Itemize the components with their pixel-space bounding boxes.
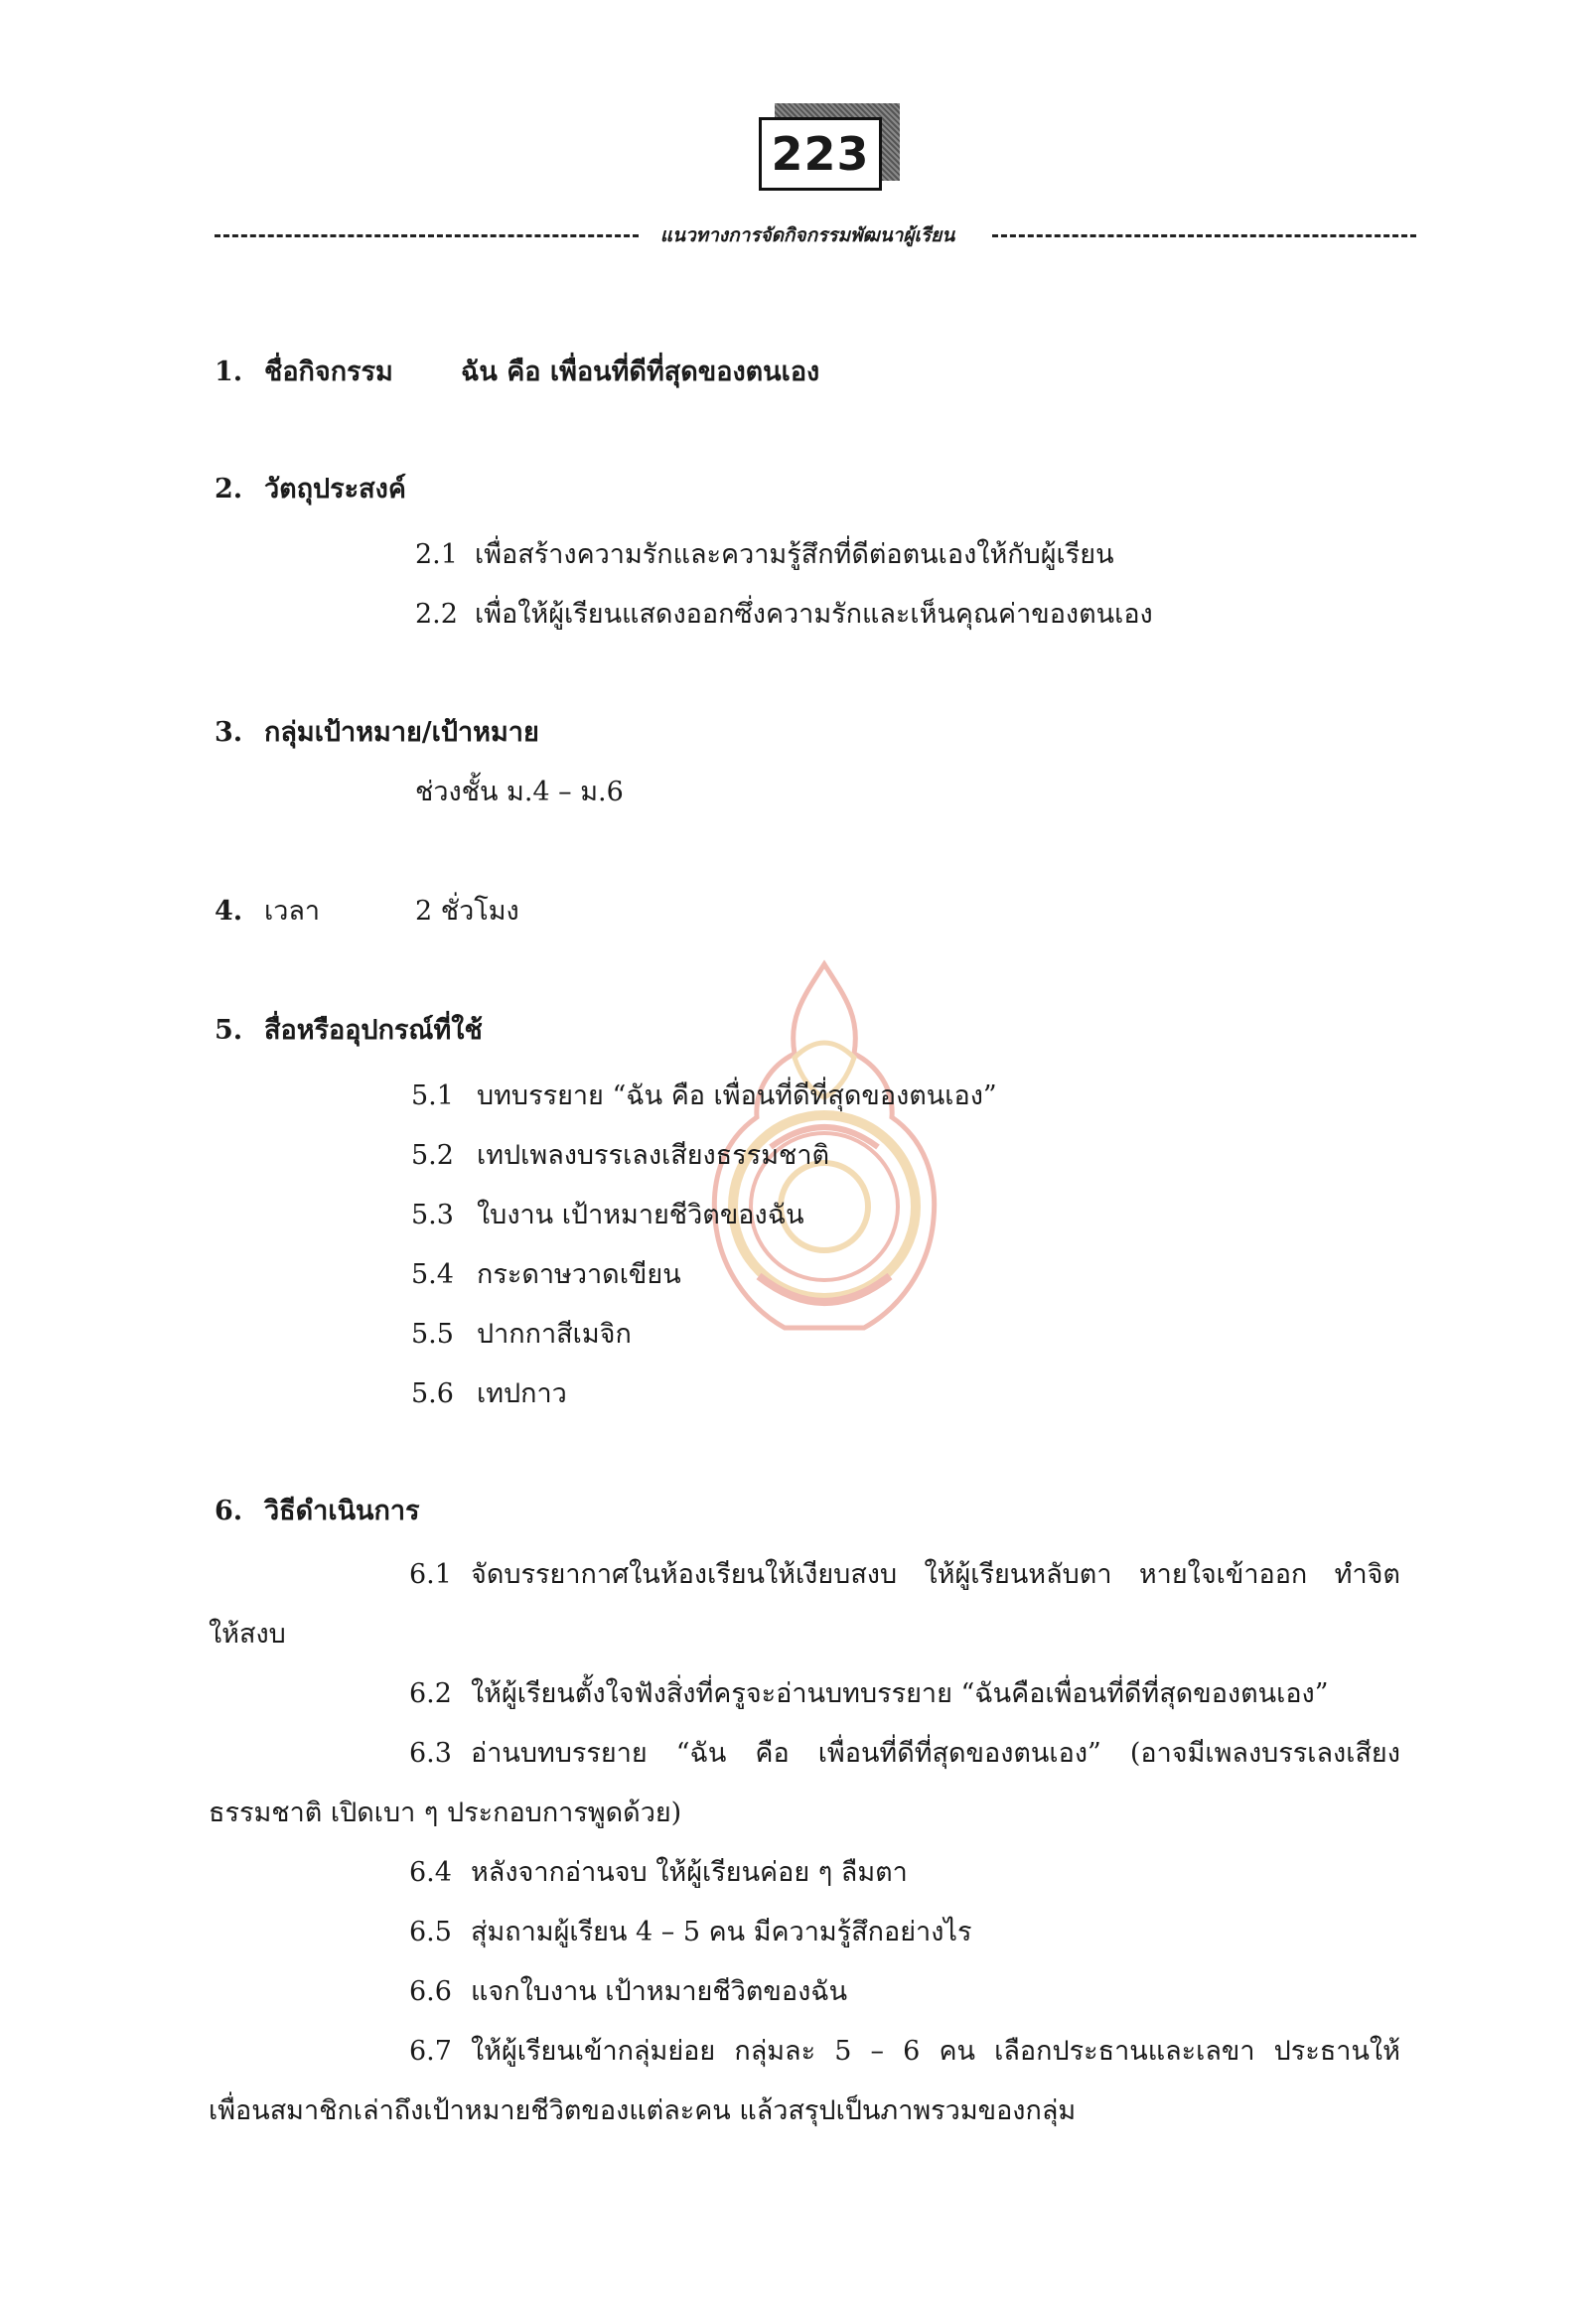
- running-header-title: แนวทางการจัดกิจกรรมพัฒนาผู้เรียน: [659, 224, 955, 246]
- material-item-text: เทปกาว: [477, 1378, 567, 1409]
- procedure-item-number: 6.3: [409, 1738, 452, 1769]
- procedure-word: กลุ่มละ: [734, 2036, 816, 2067]
- procedure-word: อ่านบทบรรยาย: [471, 1738, 648, 1769]
- material-item-number: 5.2: [411, 1140, 454, 1171]
- procedure-word: เลือกประธานและเลขา: [994, 2036, 1255, 2067]
- procedure-word: ให้ผู้เรียนหลับตา: [924, 1559, 1112, 1590]
- procedure-item-line: [471, 1734, 1400, 1774]
- procedure-word: (อาจมีเพลงบรรเลงเสียง: [1129, 1738, 1400, 1769]
- procedure-word: ให้ผู้เรียนเข้ากลุ่มย่อย: [471, 2036, 716, 2067]
- material-item-number: 5.5: [411, 1319, 454, 1350]
- procedure-item-continuation: ธรรมชาติ เปิดเบา ๆ ประกอบการพูดด้วย): [209, 1798, 682, 1828]
- procedure-item-text: ให้ผู้เรียนตั้งใจฟังสิ่งที่ครูจะอ่านบทบรรยาย “ฉันคือเพื่อนที่ดีที่สุดของตนเอง”: [471, 1678, 1329, 1709]
- activity-name: ฉัน คือ เพื่อนที่ดีที่สุดของตนเอง: [461, 357, 820, 387]
- section-4-label: เวลา: [264, 896, 321, 927]
- procedure-word: 5: [834, 2036, 852, 2067]
- material-item-number: 5.3: [411, 1200, 454, 1230]
- material-item-number: 5.4: [411, 1259, 454, 1290]
- procedure-item-text: แจกใบงาน เป้าหมายชีวิตของฉัน: [471, 1976, 848, 2007]
- procedure-item-number: 6.4: [409, 1857, 452, 1888]
- page-number: 223: [759, 117, 882, 191]
- section-3-label: กลุ่มเป้าหมาย/เป้าหมาย: [264, 717, 539, 748]
- material-item-text: ใบงาน เป้าหมายชีวิตของฉัน: [477, 1200, 804, 1230]
- objective-item-text: เพื่อให้ผู้เรียนแสดงออกซึ่งความรักและเห็นคุณค่าของตนเอง: [475, 599, 1153, 630]
- objective-item-text: เพื่อสร้างความรักและความรู้สึกที่ดีต่อตนเองให้กับผู้เรียน: [475, 539, 1114, 570]
- running-header: [215, 220, 1416, 250]
- section-2-number: 2.: [215, 474, 243, 504]
- procedure-word: “ฉัน: [675, 1738, 727, 1769]
- section-3-number: 3.: [215, 717, 243, 748]
- procedure-item-number: 6.6: [409, 1976, 452, 2007]
- procedure-word: 6: [903, 2036, 921, 2067]
- procedure-item-line: [471, 1555, 1400, 1595]
- section-2-label: วัตถุประสงค์: [264, 474, 406, 504]
- procedure-word: ประธานให้: [1273, 2036, 1400, 2067]
- procedure-item-number: 6.1: [409, 1559, 452, 1590]
- section-1-number: 1.: [215, 357, 243, 387]
- procedure-item-continuation: เพื่อนสมาชิกเล่าถึงเป้าหมายชีวิตของแต่ละคน แล้วสรุปเป็นภาพรวมของกลุ่ม: [209, 2095, 1077, 2126]
- procedure-word: คน: [939, 2036, 975, 2067]
- procedure-item-text: หลังจากอ่านจบ ให้ผู้เรียนค่อย ๆ ลืมตา: [471, 1857, 908, 1888]
- header-rule-right: [992, 234, 1416, 237]
- material-item-text: บทบรรยาย “ฉัน คือ เพื่อนที่ดีที่สุดของตนเอง”: [477, 1080, 997, 1111]
- section-5-number: 5.: [215, 1015, 243, 1046]
- section-6-label: วิธีดำเนินการ: [264, 1496, 420, 1526]
- procedure-item-line: [471, 2032, 1400, 2072]
- procedure-item-number: 6.7: [409, 2036, 452, 2067]
- procedure-item-continuation: ให้สงบ: [209, 1619, 286, 1650]
- procedure-item-number: 6.5: [409, 1917, 452, 1947]
- material-item-text: ปากกาสีเมจิก: [477, 1319, 632, 1350]
- material-item-text: เทปเพลงบรรเลงเสียงธรรมชาติ: [477, 1140, 830, 1171]
- section-4-number: 4.: [215, 896, 243, 927]
- procedure-item-text: สุ่มถามผู้เรียน 4 – 5 คน มีความรู้สึกอย่างไร: [471, 1917, 972, 1947]
- objective-item-number: 2.2: [415, 599, 458, 630]
- procedure-word: หายใจเข้าออก: [1138, 1559, 1308, 1590]
- procedure-word: คือ: [755, 1738, 790, 1769]
- procedure-word: จัดบรรยากาศในห้องเรียนให้เงียบสงบ: [471, 1559, 898, 1590]
- material-item-text: กระดาษวาดเขียน: [477, 1259, 681, 1290]
- section-5-label: สื่อหรืออุปกรณ์ที่ใช้: [264, 1015, 483, 1046]
- procedure-word: ทำจิต: [1334, 1559, 1400, 1590]
- material-item-number: 5.1: [411, 1080, 454, 1111]
- duration-value: 2 ชั่วโมง: [415, 896, 519, 927]
- objective-item-number: 2.1: [415, 539, 458, 570]
- procedure-item-number: 6.2: [409, 1678, 452, 1709]
- section-1-label: ชื่อกิจกรรม: [264, 357, 393, 387]
- section-6-number: 6.: [215, 1496, 243, 1526]
- procedure-word: –: [870, 2036, 885, 2067]
- material-item-number: 5.6: [411, 1378, 454, 1409]
- procedure-word: เพื่อนที่ดีที่สุดของตนเอง”: [817, 1738, 1101, 1769]
- header-rule-left: [215, 234, 639, 237]
- target-group-value: ช่วงชั้น ม.4 – ม.6: [415, 777, 624, 807]
